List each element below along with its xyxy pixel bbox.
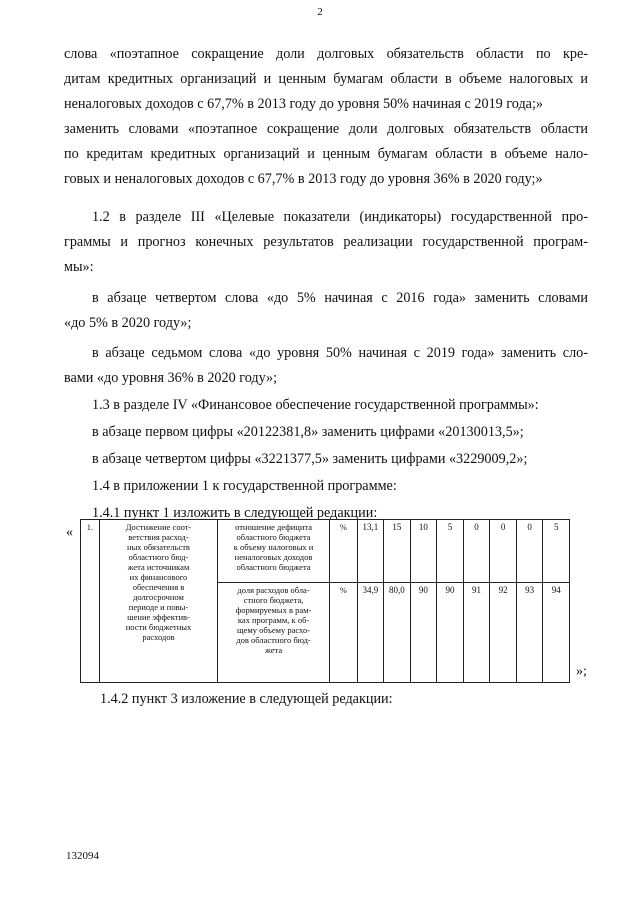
text-line: неналоговых доходов с 67,7% в 2013 году до уровня 50% начиная с 2019 года;»	[64, 96, 544, 112]
text-line: дитам кредитных организаций и ценным бумагам области в объеме налоговых и	[64, 71, 588, 87]
text-line: 1.4 в приложении 1 к государственной программе:	[92, 478, 397, 494]
page-number: 2	[317, 6, 323, 18]
table-cell-value: 93	[516, 583, 543, 683]
text-line: говых и неналоговых доходов с 67,7% в 2013 году до уровня 36% в 2020 году;»	[64, 171, 543, 187]
section-1-3	[64, 393, 588, 526]
table-cell-value: 80,0	[384, 583, 411, 683]
table-cell-unit: %	[329, 583, 357, 683]
table-cell-value: 92	[490, 583, 517, 683]
text-line: в абзаце четвертом слова «до 5% начиная с 2016 года» заменить словами	[92, 290, 588, 306]
table-cell-value: 5	[543, 520, 570, 583]
table-cell-indicator: отношение дефицита областного бюджета к объему налоговых и неналоговых доходов областного бюджета	[218, 520, 330, 583]
text-line: по кредитам кредитных организаций и ценным бумагам области в объеме нало-	[64, 146, 588, 162]
table-cell-value: 15	[384, 520, 411, 583]
text-line: «до 5% в 2020 году»;	[64, 315, 192, 331]
section-1-2	[64, 205, 588, 280]
text-line: заменить словами «поэтапное сокращение доли долговых обязательств области	[64, 121, 588, 137]
footer-code: 132094	[66, 850, 99, 862]
table-cell-num: 1.	[81, 520, 100, 683]
table-cell-value: 90	[410, 583, 437, 683]
text-line: в абзаце первом цифры «20122381,8» заменить цифрами «20130013,5»;	[92, 424, 524, 440]
quote-open: «	[66, 525, 73, 540]
text-line: 1.3 в разделе IV «Финансовое обеспечение государственной программы»:	[92, 397, 539, 413]
table-cell-goal: Достижение соот- ветствия расход- ных обязательств областного бюд- жета источникам их финансового обеспечения в долгосрочном периоде и повы- шение эффектив- ности бюджетных расходов	[99, 520, 217, 683]
table-cell-value: 13,1	[357, 520, 384, 583]
text-line: 1.2 в разделе III «Целевые показатели (индикаторы) государственной про-	[92, 209, 588, 225]
table-cell-value: 0	[463, 520, 490, 583]
table-cell-value: 0	[490, 520, 517, 583]
table-cell-value: 0	[516, 520, 543, 583]
table-cell-unit: %	[329, 520, 357, 583]
text-line: граммы и прогноз конечных результатов реализации государственной програм-	[64, 234, 588, 250]
table-row	[81, 520, 570, 583]
text-line: 1.4.1 пункт 1 изложить в следующей редакции:	[92, 505, 378, 521]
text-line: мы»:	[64, 259, 94, 275]
text-line: в абзаце четвертом цифры «3221377,5» заменить цифрами «3229009,2»;	[92, 451, 528, 467]
table-cell-value: 94	[543, 583, 570, 683]
section-1-4-2: 1.4.2 пункт 3 изложение в следующей редакции:	[100, 691, 393, 707]
table-cell-value: 10	[410, 520, 437, 583]
abzac-4	[64, 286, 588, 336]
quote-close: »;	[576, 664, 587, 679]
text-line: в абзаце седьмом слова «до уровня 50% начиная с 2019 года» заменить сло-	[92, 345, 588, 361]
table-cell-value: 5	[437, 520, 464, 583]
indicator-table	[80, 519, 570, 683]
text-line: слова «поэтапное сокращение доли долговых обязательств области по кре-	[64, 46, 588, 62]
abzac-7	[64, 341, 588, 391]
text-line: вами «до уровня 36% в 2020 году»;	[64, 370, 278, 386]
table-cell-value: 91	[463, 583, 490, 683]
table-cell-indicator: доля расходов обла- стного бюджета, формируемых в рам- ках программ, к об- щему объему расхо- дов областного бюд- жета	[218, 583, 330, 683]
table-cell-value: 90	[437, 583, 464, 683]
paragraph-replacement	[64, 42, 588, 192]
table-cell-value: 34,9	[357, 583, 384, 683]
